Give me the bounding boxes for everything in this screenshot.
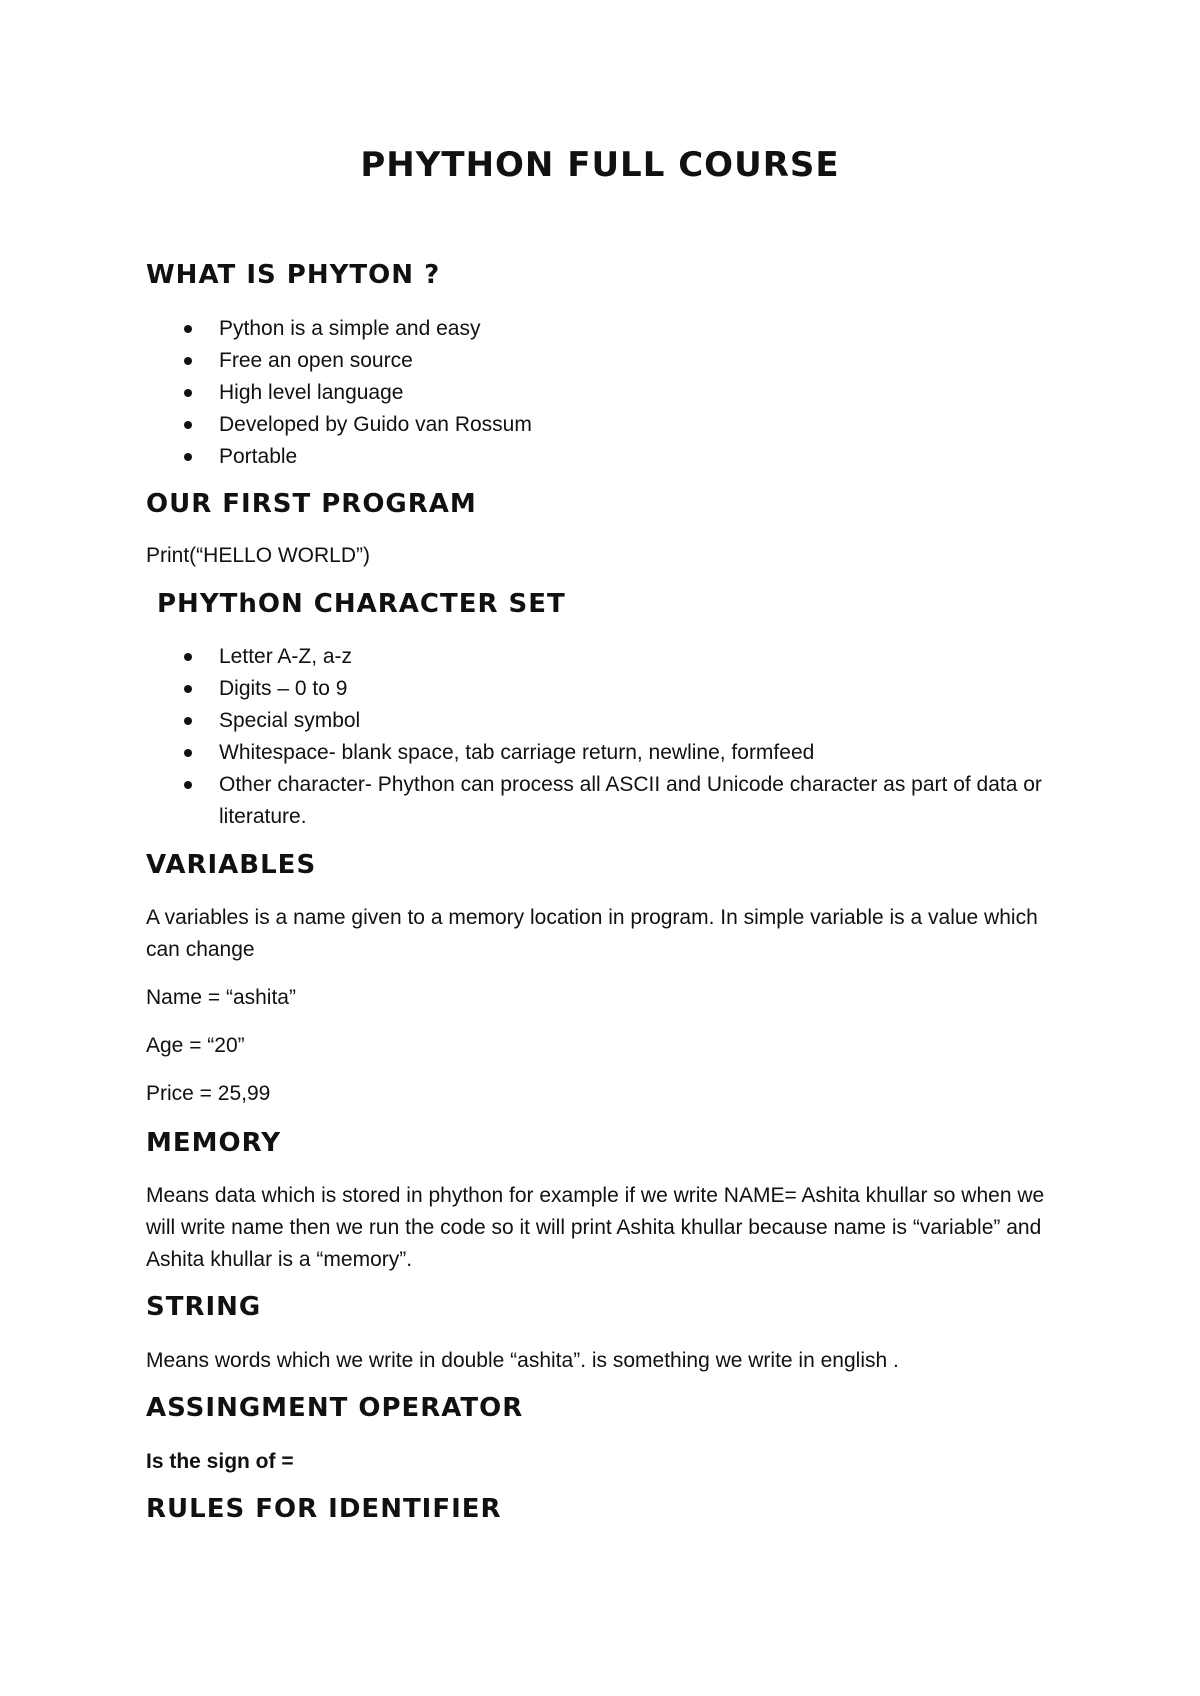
list-item: Other character- Phython can process all ASCII and Unicode character as part of data or literature. [146, 769, 1071, 833]
list-item: Free an open source [146, 345, 1071, 377]
bullet-icon [184, 357, 192, 365]
list-item: Python is a simple and easy [146, 313, 1071, 345]
assignment-description: Is the sign of = [146, 1450, 294, 1473]
string-description: Means words which we write in double “ashita”. is something we write in english . [146, 1349, 899, 1372]
section-heading-character-set: PHYThON CHARACTER SET [157, 589, 566, 619]
bullet-icon [184, 421, 192, 429]
what-is-python-list [146, 313, 1071, 473]
bullet-icon [184, 453, 192, 461]
list-item: Special symbol [146, 705, 1071, 737]
bullet-icon [184, 325, 192, 333]
list-item: Whitespace- blank space, tab carriage return, newline, formfeed [146, 737, 1071, 769]
variable-example-price: Price = 25,99 [146, 1082, 271, 1105]
section-heading-assignment-operator: ASSINGMENT OPERATOR [146, 1393, 524, 1423]
bullet-icon [184, 781, 192, 789]
section-heading-what-is-python: WHAT IS PHYTON ? [146, 260, 441, 290]
bullet-icon [184, 717, 192, 725]
bullet-icon [184, 749, 192, 757]
list-item: Letter A-Z, a-z [146, 641, 1071, 673]
variables-description: A variables is a name given to a memory location in program. In simple variable is a value which can change [146, 906, 1038, 961]
section-heading-memory: MEMORY [146, 1128, 282, 1158]
section-heading-rules-for-identifier: RULES FOR IDENTIFIER [146, 1494, 502, 1524]
variable-example-age: Age = “20” [146, 1034, 245, 1057]
list-item: Developed by Guido van Rossum [146, 409, 1071, 441]
list-item: Portable [146, 441, 1071, 473]
variable-example-name: Name = “ashita” [146, 986, 296, 1009]
bullet-icon [184, 653, 192, 661]
list-item: High level language [146, 377, 1071, 409]
bullet-icon [184, 389, 192, 397]
list-item: Digits – 0 to 9 [146, 673, 1071, 705]
section-heading-string: STRING [146, 1292, 262, 1322]
section-heading-first-program: OUR FIRST PROGRAM [146, 489, 477, 519]
memory-description: Means data which is stored in phython for example if we write NAME= Ashita khullar so when we will write name then we run the code so it will print Ashita khullar because name is “variable” and Ashita khullar is a “memory”. [146, 1184, 1045, 1271]
page-title: PHYTHON FULL COURSE [360, 145, 840, 185]
section-heading-variables: VARIABLES [146, 850, 317, 880]
character-set-list [146, 641, 1071, 833]
first-program-code: Print(“HELLO WORLD”) [146, 544, 371, 567]
bullet-icon [184, 685, 192, 693]
